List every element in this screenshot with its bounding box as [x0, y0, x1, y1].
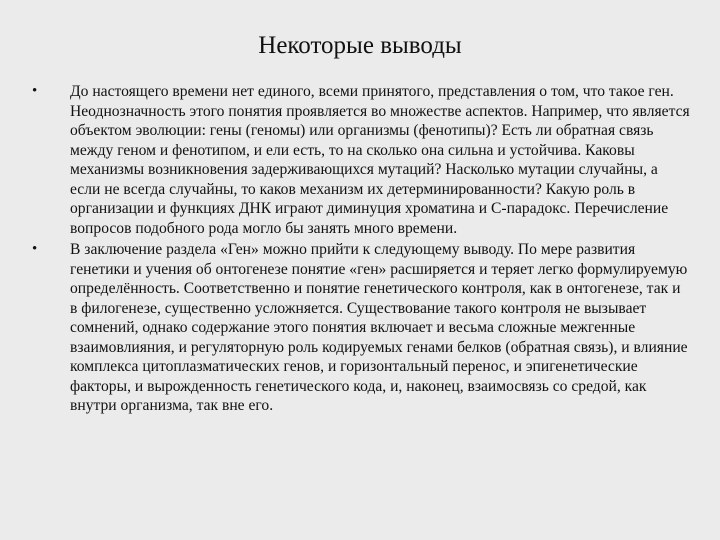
bullet-item-1	[30, 82, 690, 238]
bullet-marker: •	[32, 241, 38, 257]
bullet-text-2: В заключение раздела «Ген» можно прийти к следующему выводу. По мере развития генетики и учения об онтогенезе понятие «ген» расширяется и теряет легко формулируемую определённость. Соответственно и понятие генетического контроля, как в онтогенезе, так и в филогенезе, существенно усложняется. Существование такого контроля не вызывает сомнений, однако содержание этого понятия включает и весьма сложные межгенные взаимовлияния, и регуляторную роль кодируемых генами белков (обратная связь), и влияние комплекса цитоплазматических генов, и горизонтальный перенос, и эпигенетические факторы, и вырожденность генетического кода, и, наконец, взаимосвязь со средой, как внутри организма, так вне его.	[70, 241, 688, 414]
bullet-text-1: До настоящего времени нет единого, всеми принятого, представления о том, что такое ген. Неоднозначность этого понятия проявляется во множестве аспектов. Например, что является объектом эволюции: гены (геномы) или организмы (фенотипы)? Есть ли обратная связь между геном и фенотипом, и ели есть, то на сколько она сильна и устойчива. Каковы механизмы возникновения задерживающихся мутаций? Насколько мутации случайны, а если не всегда случайны, то каков механизм их детерминированности? Какую роль в организации и функциях ДНК играют диминуция хроматина и С-парадокс. Перечисление вопросов подобного рода могло бы занять много времени.	[70, 83, 690, 237]
bullet-item-2	[30, 240, 690, 416]
bullet-marker: •	[32, 83, 38, 99]
bullet-list	[30, 82, 690, 418]
slide-title: Некоторые выводы	[258, 32, 462, 59]
